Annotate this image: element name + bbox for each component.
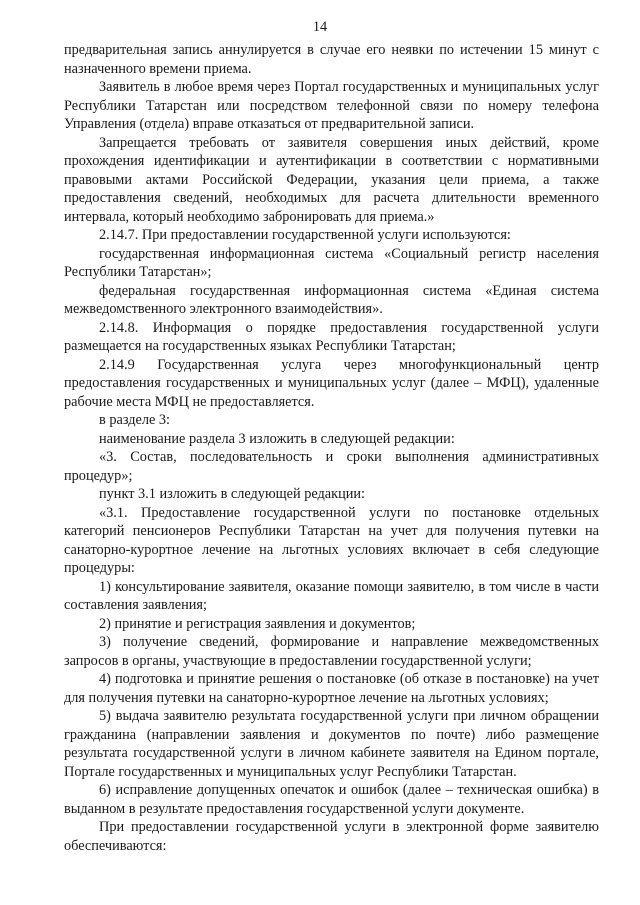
paragraph: 1) консультирование заявителя, оказание помощи заявителю, в том числе в части составления заявления; [64, 578, 599, 613]
paragraph: пункт 3.1 изложить в следующей редакции: [99, 486, 366, 502]
paragraph: 6) исправление допущенных опечаток и ошибок (далее – техническая ошибка) в выданном в результате предоставления государственной услуги документе. [64, 782, 599, 817]
paragraph: При предоставлении государственной услуги в электронной форме заявителю обеспечиваются: [64, 819, 599, 854]
paragraph: 2.14.7. При предоставлении государственной услуги используются: [99, 227, 511, 243]
paragraph: предварительная запись аннулируется в случае его неявки по истечении 15 минут с назначенного времени приема. [64, 42, 599, 77]
paragraph: в разделе 3: [99, 412, 171, 428]
paragraph: 2.14.8. Информация о порядке предоставления государственной услуги размещается на государственных языках Республики Татарстан; [64, 319, 599, 354]
paragraph: государственная информационная система «Социальный регистр населения Республики Татарстан»; [64, 245, 599, 280]
paragraph: федеральная государственная информационная система «Единая система межведомственного электронного взаимодействия». [64, 282, 599, 317]
paragraph: «3.1. Предоставление государственной услуги по постановке отдельных категорий пенсионеров Республики Татарстан на учет для получения путевки на санаторно-курортное лечение на льготных условиях включает в себя следующие процедуры: [64, 504, 599, 576]
page-number: 14 [312, 19, 328, 35]
paragraph: 3) получение сведений, формирование и направление межведомственных запросов в органы, участвующие в предоставлении государственной услуги; [64, 634, 599, 669]
paragraph: Запрещается требовать от заявителя совершения иных действий, кроме прохождения идентификации и аутентификации в соответствии с нормативными правовыми актами Российской Федерации, указания цели приема, а также предоставления сведений, необходимых для расчета длительности временного интервала, который необходимо забронировать для приема.» [64, 134, 599, 225]
paragraph: 2) принятие и регистрация заявления и документов; [99, 615, 416, 632]
paragraph: 5) выдача заявителю результата государственной услуги при личном обращении гражданина (направлении заявления и документов по почте) либо размещение результата государственной услуги в личном кабинете заявителя на Едином портале, Портале государственных и муниципальных услуг Республики Татарстан. [64, 708, 599, 780]
paragraph: 2.14.9 Государственная услуга через многофункциональный центр предоставления государственных и муниципальных услуг (далее – МФЦ), удаленные рабочие места МФЦ не предоставляется. [64, 356, 599, 410]
paragraph: наименование раздела 3 изложить в следующей редакции: [99, 430, 455, 447]
paragraph: «3. Состав, последовательность и сроки выполнения административных процедур»; [64, 449, 599, 484]
paragraph: Заявитель в любое время через Портал государственных и муниципальных услуг Республики Татарстан или посредством телефонной связи по номеру телефона Управления (отдела) вправе отказаться от предварительной записи. [64, 79, 599, 132]
paragraph: 4) подготовка и принятие решения о постановке (об отказе в постановке) на учет для получения путевки на санаторно-курортное лечение на льготных условиях; [64, 671, 599, 706]
document-body [64, 41, 599, 855]
